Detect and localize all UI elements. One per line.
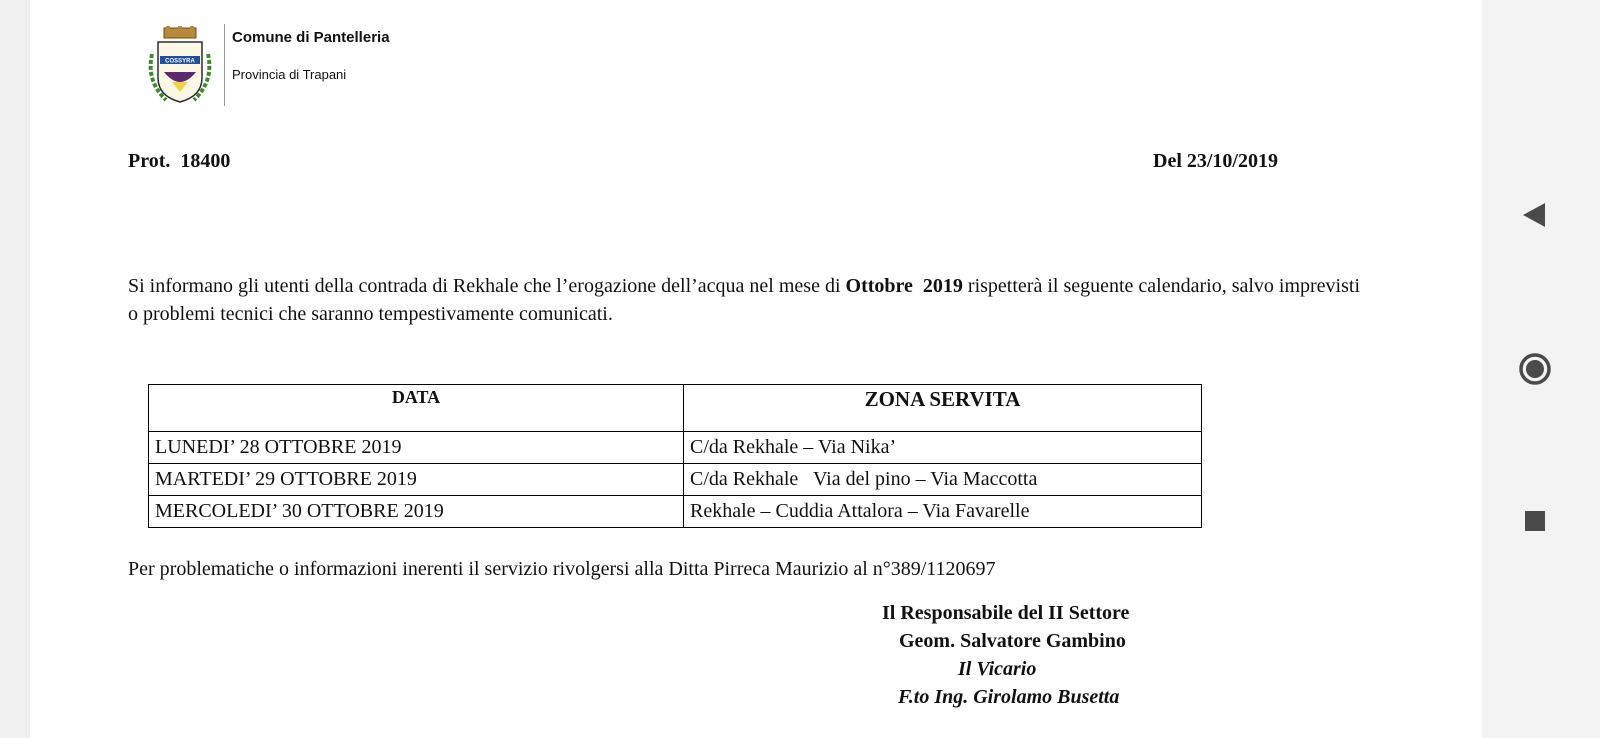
document-date: Del 23/10/2019 <box>1153 150 1278 172</box>
recents-button[interactable] <box>1511 497 1561 547</box>
row-date: LUNEDI’ 28 OTTOBRE 2019 <box>149 432 684 464</box>
header-data: DATA <box>149 385 684 432</box>
signature-vicario: Il Vicario <box>958 658 1037 680</box>
contacts-line: Per problematiche o informazioni inerenti il servizio rivolgersi alla Ditta Pirreca Maurizio al n°389/1120697 <box>128 558 996 580</box>
logo-label: COSSYRA <box>165 58 195 65</box>
signature-role: Il Responsabile del II Settore <box>882 602 1130 624</box>
coat-of-arms-logo <box>144 26 216 108</box>
recents-square-icon <box>1511 497 1561 547</box>
org-name: Comune di Pantelleria <box>232 29 390 46</box>
signature-name: Geom. Salvatore Gambino <box>899 630 1126 652</box>
intro-text-before: Si informano gli utenti della contrada di Rekhale che l’erogazione dell’acqua nel mese di <box>128 275 846 297</box>
province-name: Provincia di Trapani <box>232 67 347 82</box>
intro-month: Ottobre 2019 <box>845 275 963 297</box>
header-zona-servita: ZONA SERVITA <box>684 385 1202 432</box>
home-button[interactable] <box>1511 344 1561 394</box>
row-date: MARTEDI’ 29 OTTOBRE 2019 <box>149 464 684 496</box>
back-button[interactable] <box>1511 191 1561 241</box>
row-zone: C/da Rekhale – Via Nika’ <box>684 432 1202 464</box>
protocol-number: Prot. 18400 <box>128 150 231 172</box>
row-zone: Rekhale – Cuddia Attalora – Via Favarelle <box>684 496 1202 528</box>
schedule-table <box>148 384 1202 528</box>
signature-signed: F.to Ing. Girolamo Busetta <box>898 686 1120 708</box>
row-zone: C/da Rekhale Via del pino – Via Maccotta <box>684 464 1202 496</box>
header-divider <box>224 24 225 106</box>
home-circle-icon <box>1511 344 1561 394</box>
table-row <box>149 496 1202 528</box>
table-row <box>149 464 1202 496</box>
back-triangle-icon <box>1511 191 1561 241</box>
document-page <box>30 0 1482 738</box>
intro-paragraph <box>128 272 1368 328</box>
table-row <box>149 432 1202 464</box>
row-date: MERCOLEDI’ 30 OTTOBRE 2019 <box>149 496 684 528</box>
intro-text-after: rispetterà il seguente calendario, salvo imprevisti o problemi tecnici che saranno tempestivamente comunicati. <box>128 275 1361 325</box>
table-header-row <box>149 385 1202 432</box>
